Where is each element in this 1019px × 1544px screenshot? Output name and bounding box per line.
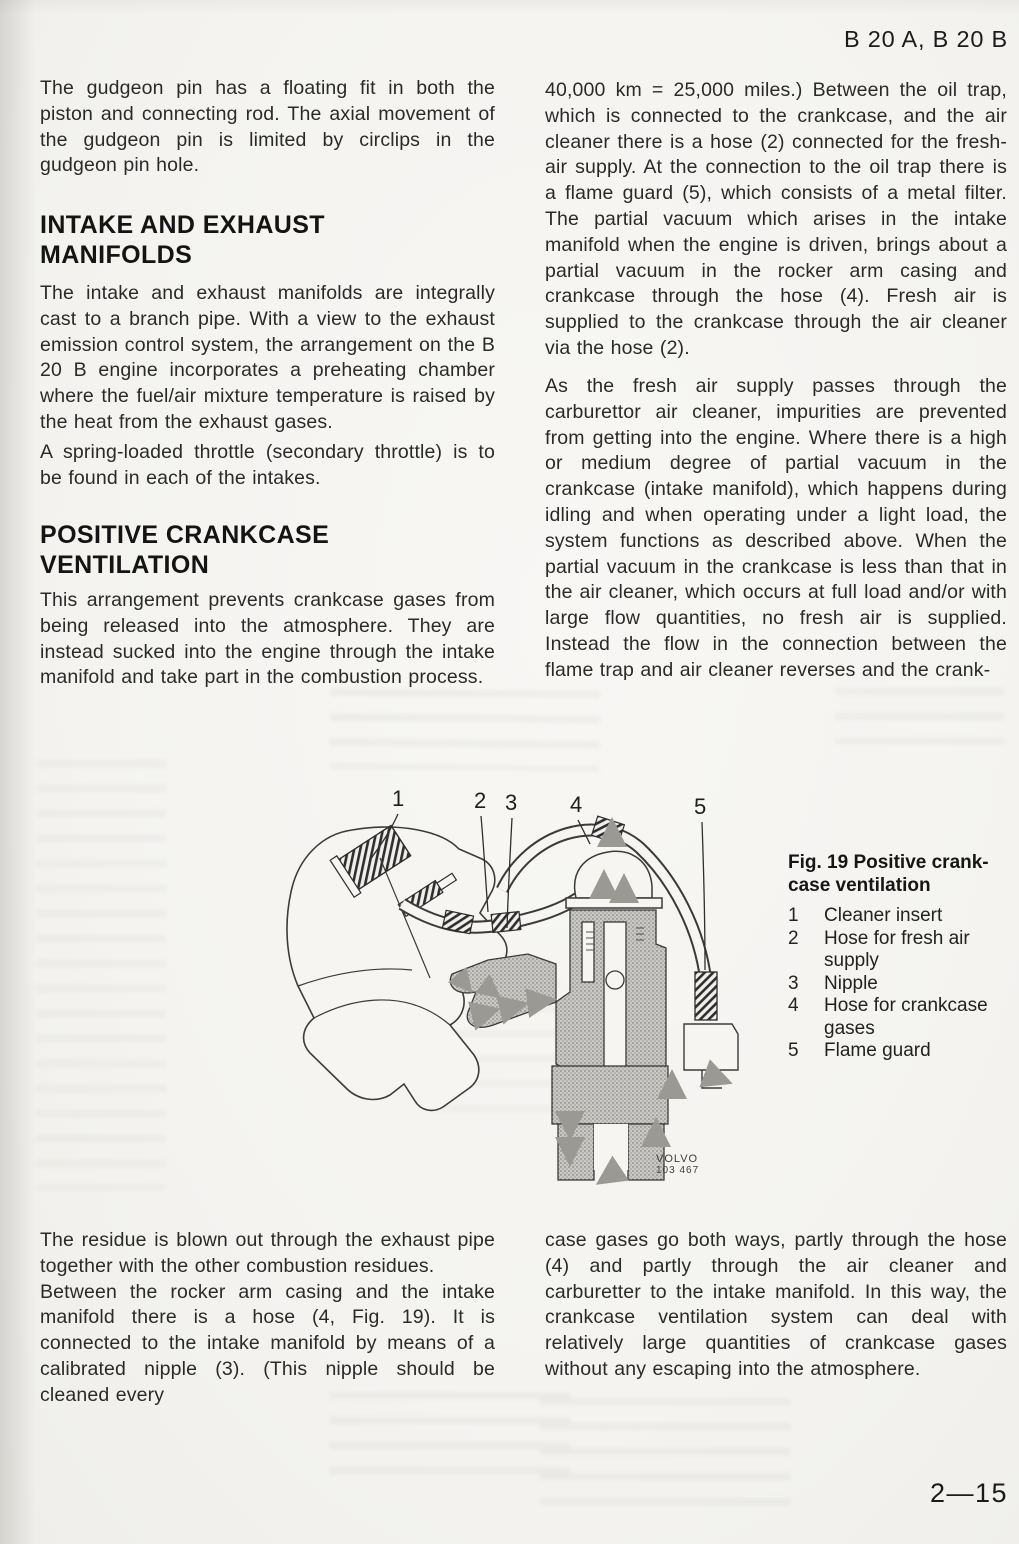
bleed-through-smudge <box>36 760 166 1190</box>
legend-num: 2 <box>788 927 799 949</box>
legend-num: 4 <box>788 995 799 1016</box>
paragraph-residue: The residue is blown out through the exhaust pipe together with the other combustion residues. <box>40 1229 495 1277</box>
legend-item-hose-crankcase <box>788 995 1012 1040</box>
paragraph-rocker-arm-hose: Between the rocker arm casing and the intake manifold there is a hose (4, Fig. 19). It is connected to the intake manifold by means of a calibrated nipple (3). (This nipple should be cleaned every <box>40 1280 495 1406</box>
figure-legend <box>788 905 1012 1063</box>
figure-callout-2: 2 <box>474 788 487 813</box>
figure-callout-1: 1 <box>392 786 405 811</box>
paragraph-gases-both-ways: case gases go both ways, partly through the hose (4) and partly through the air cleaner and carburetter to the intake manifold. In this way, the crankcase ventilation system can deal with relatively large quantities of crankcase gases without any escaping into the atmosphere. <box>545 1229 1007 1380</box>
heading-intake-exhaust-manifolds: INTAKE AND EXHAUST MANIFOLDS <box>40 211 325 269</box>
legend-label: Hose for fresh air supply <box>824 927 970 971</box>
bleed-through-smudge <box>540 1398 790 1508</box>
paragraph-manifolds-2: A spring-loaded throttle (secondary throttle) is to be found in each of the intakes. <box>40 441 495 489</box>
figure-callout-3: 3 <box>505 790 518 815</box>
scan-top-shadow <box>0 0 1019 14</box>
scan-edge-shadow <box>0 0 36 1544</box>
heading-positive-crankcase-ventilation: POSITIVE CRANKCASE VENTILATION <box>40 521 330 579</box>
figure-caption-line1: Fig. 19 Positive crank- <box>788 852 989 873</box>
legend-num: 1 <box>788 905 799 926</box>
page-header-model-codes: B 20 A, B 20 B <box>843 26 1008 52</box>
paragraph-oil-trap: 40,000 km = 25,000 miles.) Between the oil trap, which is connected to the crankcase, and the air cleaner there is a hose (2) connected for the fresh-air supply. At the connection to the oil trap there is a flame guard (5), which consists of a metal filter. The partial vacuum which arises in the intake manifold when the engine is driven, brings about a partial vacuum in the rocker arm casing and crankcase through the hose (4). Fresh air is supplied to the crankcase through the air cleaner via the hose (2). <box>545 79 1007 359</box>
bottom-left-text <box>40 1228 495 1409</box>
legend-num: 5 <box>788 1040 799 1061</box>
figure-19-caption <box>788 851 1012 1063</box>
legend-label: Hose for crankcase gases <box>824 995 988 1039</box>
legend-label: Cleaner insert <box>824 905 943 926</box>
legend-label: Flame guard <box>824 1040 931 1061</box>
paragraph-manifolds-1: The intake and exhaust manifolds are integrally cast to a branch pipe. With a view to the exhaust emission control system, the arrangement on the B 20 B engine incorporates a preheating chamber where the fuel/air mixture temperature is raised by the heat from the exhaust gases. <box>40 282 495 433</box>
crankcase-ventilation-diagram <box>252 770 776 1194</box>
legend-num: 3 <box>788 972 799 994</box>
paragraph-gudgeon-pin: The gudgeon pin has a floating fit in both the piston and connecting rod. The axial movement of the gudgeon pin is limited by circlips in the gudgeon pin hole. <box>40 77 495 177</box>
figure-callout-4: 4 <box>570 792 583 817</box>
paragraph-fresh-air: As the fresh air supply passes through the carburettor air cleaner, impurities are prevented from getting into the engine. Where there is a high or medium degree of partial vacuum in the crankcase (intake manifold), which happens during idling and when operating under a light load, the system functions as described above. When the partial vacuum in the crankcase is less than that in the air cleaner, which occurs at full load and/or with large flow quantities, no fresh air is supplied. Instead the flow in the connection between the flame trap and air cleaner reverses and the crank- <box>545 375 1007 681</box>
legend-item-nipple <box>788 973 1012 996</box>
volvo-part-number: 103 467 <box>656 1165 700 1176</box>
page-number: 2—15 <box>929 1478 1008 1508</box>
bleed-through-smudge <box>330 689 601 771</box>
figure-callout-5: 5 <box>694 794 707 819</box>
volvo-watermark: VOLVO <box>656 1153 699 1165</box>
figure-19-illustration <box>252 770 776 1194</box>
legend-item-hose-fresh-air <box>788 928 1012 973</box>
bleed-through-smudge <box>835 688 1005 744</box>
figure-caption-line2: case ventilation <box>788 875 931 896</box>
legend-item-flame-guard <box>788 1040 1012 1063</box>
paragraph-ventilation: This arrangement prevents crankcase gases from being released into the atmosphere. They are instead sucked into the engine through the intake manifold and take part in the combustion process. <box>40 589 495 689</box>
legend-item-cleaner-insert <box>788 905 1012 928</box>
legend-label: Nipple <box>824 972 878 994</box>
